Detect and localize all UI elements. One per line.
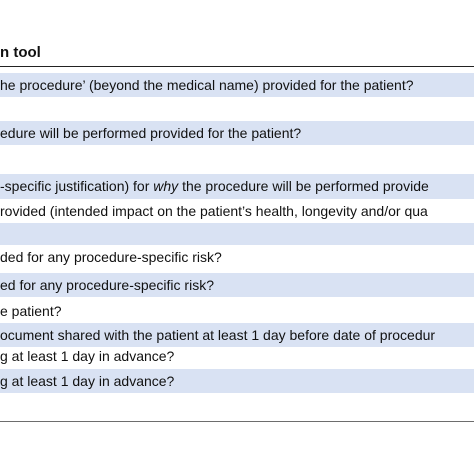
- table-row: [0, 299, 474, 323]
- emphasized-word: why: [153, 178, 179, 194]
- table-row: [0, 73, 474, 97]
- table-row: [0, 323, 474, 347]
- bottom-rule: [0, 421, 474, 422]
- table-row: [0, 174, 474, 199]
- row-text: g at least 1 day in advance?: [0, 373, 175, 389]
- row-text: g at least 1 day in advance?: [0, 348, 175, 364]
- table-header: n tool: [0, 44, 41, 61]
- row-text: ded for any procedure-specific risk?: [0, 249, 222, 265]
- row-text: ocument shared with the patient at least 1 day before date of procedur: [0, 327, 436, 343]
- table-row: [0, 369, 474, 393]
- row-text: -specific justification) for why the procedure will be performed provide: [0, 178, 429, 194]
- table-row: [0, 199, 474, 223]
- table-row: [0, 223, 474, 245]
- row-text: rovided (intended impact on the patient’s health, longevity and/or qua: [0, 203, 428, 219]
- header-rule: [0, 66, 474, 67]
- table-row: [0, 97, 474, 121]
- table-row: [0, 245, 474, 269]
- row-text: edure will be performed provided for the patient?: [0, 125, 302, 141]
- table-row: [0, 121, 474, 145]
- row-text: ed for any procedure-specific risk?: [0, 277, 214, 293]
- table-row: [0, 145, 474, 169]
- row-text: he procedure’ (beyond the medical name) provided for the patient?: [0, 77, 414, 93]
- row-text: e patient?: [0, 303, 62, 319]
- table-row: [0, 345, 474, 367]
- table-row: [0, 273, 474, 297]
